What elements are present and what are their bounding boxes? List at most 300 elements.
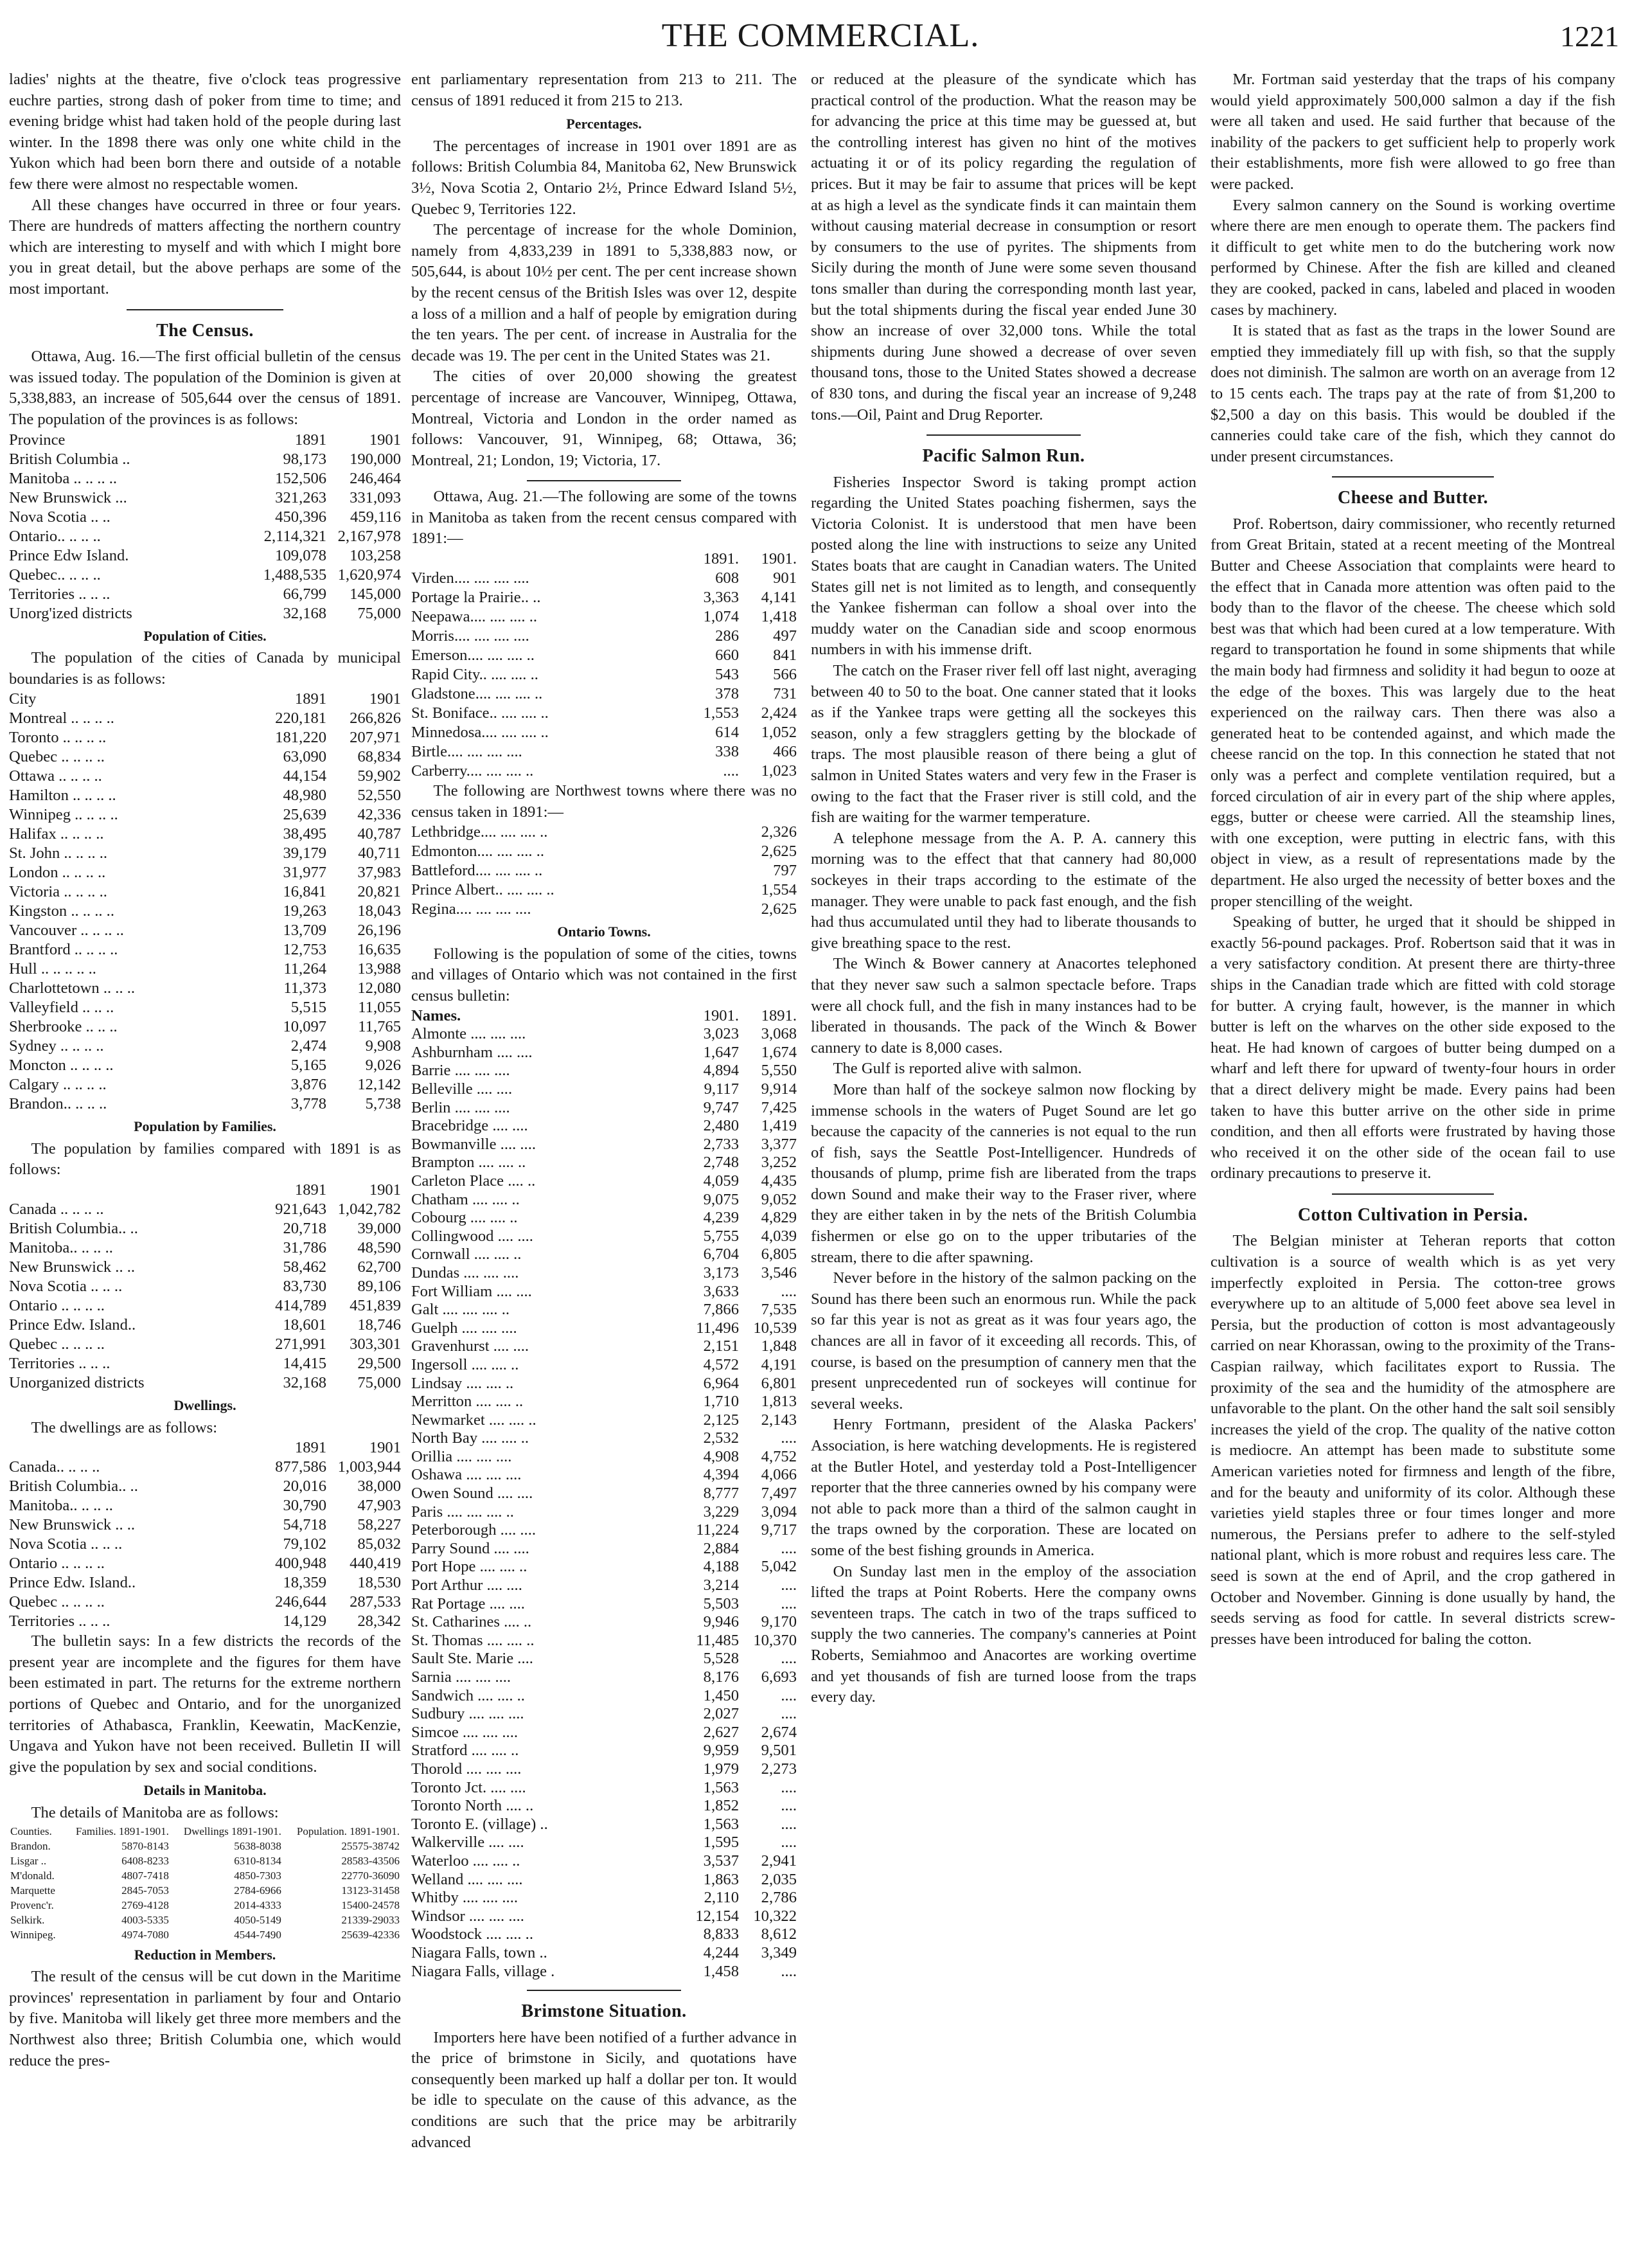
column-2 bbox=[411, 69, 797, 2153]
cell-value: 303,301 bbox=[350, 1335, 401, 1353]
table-row bbox=[9, 1258, 401, 1277]
brimstone-text: Importers here have been notified of a further advance in the price of brimstone in Sicily, and quotations have consequently been marked up half a dollar per ton. It would be idle to speculate on the cause of this advance, as the conditions are such that the price may be arbitrarily advanced bbox=[411, 2028, 797, 2151]
table-row bbox=[9, 1200, 401, 1219]
row-label: Hamilton .. .. .. .. bbox=[9, 787, 116, 805]
cell-value: 26,196 bbox=[357, 922, 401, 940]
table-row bbox=[411, 1558, 797, 1576]
table-row bbox=[411, 1429, 797, 1448]
cell-value: .... bbox=[781, 1797, 797, 1815]
row-label: Manitoba.. .. .. .. bbox=[9, 1239, 113, 1257]
table-row bbox=[9, 728, 401, 747]
row-label: Nova Scotia .. .. bbox=[9, 508, 111, 526]
cell-value: 338 bbox=[715, 743, 739, 761]
cell-value: 18,043 bbox=[357, 902, 401, 920]
cell-value: 8,833 bbox=[703, 1925, 739, 1943]
row-label: Quebec.. .. .. .. bbox=[9, 566, 101, 584]
row-label: Sudbury .... .... .... bbox=[411, 1705, 524, 1723]
row-label: Calgary .. .. .. .. bbox=[9, 1076, 107, 1094]
table-row bbox=[411, 1411, 797, 1430]
row-label: Canada .. .. .. .. bbox=[9, 1201, 104, 1219]
families-intro: The population by families compared with 1891 is as follows: bbox=[9, 1139, 401, 1179]
cell-value: 1,418 bbox=[761, 608, 797, 626]
cell-value: 9,170 bbox=[761, 1613, 797, 1631]
row-label: Brantford .. .. .. .. bbox=[9, 941, 118, 959]
cell-value: 3,094 bbox=[761, 1503, 797, 1521]
cities-table bbox=[9, 690, 401, 1114]
cell-value: 10,370 bbox=[753, 1631, 797, 1649]
row-label: New Brunswick ... bbox=[9, 488, 127, 506]
cell-value: 1,488,535 bbox=[263, 566, 327, 584]
cell-value: 11,055 bbox=[358, 999, 401, 1017]
cell-value: 89,106 bbox=[357, 1278, 401, 1296]
cell-value: 2845-7053 bbox=[121, 1884, 169, 1897]
row-label: Victoria .. .. .. .. bbox=[9, 883, 107, 901]
cell-value: 6,801 bbox=[761, 1374, 797, 1392]
table-row bbox=[411, 1521, 797, 1540]
cell-value: 246,464 bbox=[350, 469, 401, 487]
cell-value: 1,595 bbox=[703, 1834, 739, 1852]
cell-value: 2,114,321 bbox=[263, 527, 327, 545]
row-label: Collingwood .... .... bbox=[411, 1227, 533, 1245]
cell-value: 4,572 bbox=[703, 1355, 739, 1373]
row-label: Rat Portage .... .... bbox=[411, 1594, 525, 1612]
row-label: Thorold .... .... .... bbox=[411, 1760, 522, 1778]
cell-value: 4,829 bbox=[761, 1209, 797, 1227]
cell-value: 2,326 bbox=[761, 823, 797, 841]
page-number: 1221 bbox=[1560, 20, 1619, 53]
cell-value: 1,979 bbox=[703, 1760, 739, 1778]
cell-value: 2,151 bbox=[703, 1337, 739, 1355]
row-label: Newmarket .... .... .. bbox=[411, 1411, 537, 1429]
cell-value: 287,533 bbox=[350, 1593, 401, 1611]
cell-value: 266,826 bbox=[350, 710, 401, 728]
cell-value: 2769-4128 bbox=[121, 1898, 169, 1911]
row-label: Fort William .... .... bbox=[411, 1282, 532, 1300]
row-label: Almonte .... .... .... bbox=[411, 1025, 526, 1043]
cell-value: 11,485 bbox=[696, 1631, 739, 1649]
row-label: Emerson.... .... .... .. bbox=[411, 647, 535, 665]
cell-value: 2,625 bbox=[761, 900, 797, 918]
row-label: Barrie .... .... .... bbox=[411, 1062, 510, 1080]
row-label: Brandon.. .. .. .. bbox=[9, 1095, 107, 1113]
row-label: Sandwich .... .... .. bbox=[411, 1686, 525, 1704]
cell-value: 10,097 bbox=[283, 1018, 327, 1036]
cheese-heading: Cheese and Butter. bbox=[1337, 488, 1489, 508]
cell-value: 11,496 bbox=[696, 1319, 739, 1337]
table-row bbox=[9, 1868, 401, 1883]
table-row bbox=[411, 1687, 797, 1706]
row-label: Walkerville .... .... bbox=[411, 1834, 524, 1852]
column-3 bbox=[811, 69, 1196, 1708]
row-label: Charlottetown .. .. .. bbox=[9, 979, 136, 997]
table-row bbox=[9, 488, 401, 508]
row-label: Ottawa .. .. .. .. bbox=[9, 767, 102, 785]
cell-value: 1,563 bbox=[703, 1778, 739, 1796]
cell-value: 13,988 bbox=[357, 960, 401, 978]
cell-value: 14,415 bbox=[283, 1355, 327, 1373]
row-label: Nova Scotia .. .. .. bbox=[9, 1278, 123, 1296]
families-table bbox=[9, 1181, 401, 1393]
provinces-table bbox=[9, 431, 401, 623]
cell-value: 9,747 bbox=[703, 1098, 739, 1116]
column-1 bbox=[9, 69, 401, 2071]
table-row bbox=[9, 1296, 401, 1316]
cell-value: 2,143 bbox=[761, 1411, 797, 1429]
table-row bbox=[411, 1319, 797, 1338]
cell-value: 543 bbox=[715, 666, 739, 684]
cell-value: 2,748 bbox=[703, 1154, 739, 1172]
row-label: Winnipeg .. .. .. .. bbox=[9, 806, 118, 824]
table-row bbox=[411, 684, 797, 704]
cell-value: .... bbox=[781, 1282, 797, 1300]
cell-value: 1,074 bbox=[703, 608, 739, 626]
cell-value: 4,066 bbox=[761, 1466, 797, 1484]
cell-value: 566 bbox=[773, 666, 797, 684]
table-row bbox=[411, 1925, 797, 1944]
cell-value: 5,738 bbox=[365, 1095, 401, 1113]
cell-value: 841 bbox=[773, 647, 797, 665]
row-label: Canada.. .. .. .. bbox=[9, 1458, 100, 1476]
cell-value: 2,884 bbox=[703, 1539, 739, 1557]
row-label: Lindsay .... .... .. bbox=[411, 1374, 514, 1392]
cell-value: 331,093 bbox=[350, 488, 401, 506]
row-label: Kingston .. .. .. .. bbox=[9, 902, 114, 920]
cell-value: 103,258 bbox=[350, 546, 401, 564]
salmon-text-8: Henry Fortmann, president of the Alaska Packers' Association, is here watching developments. He is registered at the Butler Hotel, and yesterday told a Post-Intelligencer reporter that the three canneries owned by his company were not able to pack more than a third of the salmon caught in the traps owned by the corporation. These are located on some of the best fishing grounds in America. bbox=[811, 1416, 1196, 1559]
cell-value: 14,129 bbox=[283, 1612, 327, 1630]
table-header-row: 1891. 1901. bbox=[703, 550, 797, 568]
cell-value: 37,983 bbox=[357, 864, 401, 882]
row-label: Territories .. .. .. bbox=[9, 1612, 111, 1630]
cell-value: 1,710 bbox=[703, 1393, 739, 1411]
row-label: Brandon. bbox=[10, 1839, 51, 1852]
table-row bbox=[411, 762, 797, 781]
northwest-towns-table bbox=[411, 823, 797, 919]
row-label: Neepawa.... .... .... .. bbox=[411, 608, 538, 626]
table-row bbox=[411, 1301, 797, 1319]
row-label: Cobourg .... .... .. bbox=[411, 1209, 518, 1227]
table-row bbox=[9, 1354, 401, 1373]
cell-value: 58,462 bbox=[283, 1258, 327, 1276]
row-label: Selkirk. bbox=[10, 1913, 45, 1926]
row-label: Carleton Place .... .. bbox=[411, 1172, 536, 1190]
cell-value: 52,550 bbox=[357, 787, 401, 805]
cell-value: 3,068 bbox=[761, 1025, 797, 1043]
row-label: Birtle.... .... .... .... bbox=[411, 743, 522, 761]
table-row bbox=[9, 469, 401, 488]
cell-value: 7,425 bbox=[761, 1098, 797, 1116]
cell-value: 83,730 bbox=[283, 1278, 327, 1296]
percentages-text-2: The percentage of increase for the whole Dominion, namely from 4,833,239 in 1891 to 5,338,883 now, or 505,644, is about 10½ per cent. The per cent increase shown by the recent census of the British Isles was over 12, despite a loss of a million and a half of people by emigration during the ten years. The per cent. of increase in Australia for the decade was 19. The per cent in the United States was 21. bbox=[411, 221, 797, 364]
census-heading: The Census. bbox=[156, 320, 254, 341]
cell-value: 4,141 bbox=[761, 589, 797, 607]
table-header-row: Names. 1901. 1891. bbox=[411, 1006, 797, 1024]
cell-value: 286 bbox=[715, 627, 739, 645]
cell-value: 40,787 bbox=[357, 825, 401, 843]
cell-value: 12,080 bbox=[357, 979, 401, 997]
cell-value: 59,902 bbox=[357, 767, 401, 785]
cell-value: 466 bbox=[773, 743, 797, 761]
brimstone-heading: Brimstone Situation. bbox=[521, 2001, 687, 2022]
table-row bbox=[411, 1540, 797, 1558]
cell-value: 7,866 bbox=[703, 1301, 739, 1319]
table-row bbox=[9, 1219, 401, 1238]
row-label: Peterborough .... .... bbox=[411, 1521, 536, 1539]
row-label: New Brunswick .. .. bbox=[9, 1516, 136, 1534]
cell-value: 38,495 bbox=[283, 825, 327, 843]
cell-value: 9,914 bbox=[761, 1080, 797, 1098]
cell-value: 4,394 bbox=[703, 1466, 739, 1484]
cell-value: 2,941 bbox=[761, 1852, 797, 1870]
cell-value: 1,003,944 bbox=[337, 1458, 401, 1476]
reduction-text: The result of the census will be cut down in the Maritime provinces' representation in parliament by four and Ontario by five. Manitoba will likely get three more members and the Northwest also three; British Columbia one, which would reduce the pres- bbox=[9, 1968, 401, 2069]
table-row bbox=[9, 747, 401, 767]
cell-value: 1,813 bbox=[761, 1393, 797, 1411]
cell-value: 25,639 bbox=[283, 806, 327, 824]
cell-value: 11,224 bbox=[696, 1521, 739, 1539]
cell-value: 450,396 bbox=[275, 508, 327, 526]
table-row bbox=[411, 1080, 797, 1099]
table-row bbox=[411, 1852, 797, 1871]
cell-value: 2,674 bbox=[761, 1723, 797, 1741]
row-label: Brampton .... .... .. bbox=[411, 1154, 526, 1172]
cell-value: 68,834 bbox=[357, 748, 401, 766]
cell-value: 75,000 bbox=[357, 604, 401, 622]
ontario-towns-intro: Following is the population of some of the cities, towns and villages of Ontario which was not contained in the first census bulletin: bbox=[411, 945, 797, 1005]
cell-value: 1,620,974 bbox=[337, 566, 401, 584]
table-row bbox=[411, 1760, 797, 1779]
cell-value: 145,000 bbox=[350, 585, 401, 603]
row-label: Toronto E. (village) .. bbox=[411, 1815, 548, 1833]
cell-value: .... bbox=[781, 1650, 797, 1668]
cell-value: 3,537 bbox=[703, 1852, 739, 1870]
table-row bbox=[9, 882, 401, 902]
cell-value: 4,188 bbox=[703, 1558, 739, 1576]
table-row bbox=[9, 1075, 401, 1094]
cell-value: 608 bbox=[715, 569, 739, 587]
table-row bbox=[9, 546, 401, 566]
yukon-text: ladies' nights at the theatre, five o'clock teas progressive euchre parties, strong dash of poker from time to time; and evening bridge whist had taken hold of the people during last winter. In the 1898 there was only one white child in the Yukon which had been born there and outside of a notable few there were almost no respectable women. bbox=[9, 71, 401, 193]
table-row bbox=[411, 1154, 797, 1172]
table-row bbox=[411, 569, 797, 588]
table-row bbox=[411, 1668, 797, 1687]
cell-value: 12,753 bbox=[283, 941, 327, 959]
table-row bbox=[9, 585, 401, 604]
row-label: Nova Scotia .. .. .. bbox=[9, 1535, 123, 1553]
cell-value: 66,799 bbox=[283, 585, 327, 603]
table-row bbox=[411, 1209, 797, 1228]
cell-value: .... bbox=[781, 1429, 797, 1447]
cell-value: 4,039 bbox=[761, 1227, 797, 1245]
cell-value: 10,539 bbox=[753, 1319, 797, 1337]
cheese-text-1: Prof. Robertson, dairy commissioner, who recently returned from Great Britain, stated at a recent meeting of the Montreal Butter and Cheese Association that complaints were heard to the effect that in Canada more attention was often paid to the body than to the flavor of the cheese. The cheese which sold best was that which had been cured at a low temperature. With regard to transportation he found in some shipments that while the main body had firmness and solidity it had begun to ooze at the edge of the boxes. This was largely due to the heat experienced on the railway cars. Then there was also a generated heat to be contended against, and which made the cheese rancid on the top. In this connection he stated that not only was a perfect and complete ventilation required, but a forced circulation of air in every part of the ship where apples, eggs, butter or cheese were carried. All the steamship lines, with one exception, were putting in electric fans, with this object in view, as a result of representations made by the department. He also urged the necessity of better boxes and the proper stencilling of the weight. bbox=[1211, 515, 1615, 910]
row-label: Waterloo .... .... .. bbox=[411, 1852, 520, 1870]
cell-value: 4,752 bbox=[761, 1447, 797, 1465]
table-header-row: 1891 1901 bbox=[294, 1439, 401, 1457]
salmon-continued-3: It is stated that as fast as the traps in the lower Sound are emptied they immediately fill up with fish, so that the supply does not diminish. The salmon are worth on an average from 12 to 15 cents each. The traps pay at the rate of from $1,200 to $2,500 a day on this basis. This would be doubled if the canneries could take care of the fish, which they cannot do under present circumstances. bbox=[1211, 322, 1615, 465]
divider bbox=[1332, 476, 1494, 478]
row-label: Ashburnham .... .... bbox=[411, 1043, 533, 1061]
cell-value: 12,154 bbox=[695, 1907, 739, 1925]
salmon-text-7: Never before in the history of the salmon packing on the Sound has there been such an enormous run. While the pack so far this year is not as great as it was four years ago, the chances are all in favor of it exceeding all records. This, of course, is based on the presumption of cannery men that the present unprecedented run of sockeyes will continue for several weeks. bbox=[811, 1269, 1196, 1413]
table-row bbox=[411, 742, 797, 762]
row-label: Prince Edw Island. bbox=[9, 546, 129, 564]
row-label: Marquette bbox=[10, 1884, 55, 1897]
row-label: Niagara Falls, town .. bbox=[411, 1943, 547, 1961]
cell-value: 18,530 bbox=[357, 1574, 401, 1592]
table-row bbox=[411, 1025, 797, 1044]
table-row bbox=[9, 1913, 401, 1927]
cell-value: 4,191 bbox=[761, 1355, 797, 1373]
table-row bbox=[9, 1839, 401, 1853]
table-row bbox=[411, 646, 797, 665]
row-label: Galt .... .... .... .. bbox=[411, 1301, 510, 1319]
cell-value: 18,601 bbox=[283, 1316, 327, 1334]
cell-value: 3,377 bbox=[761, 1135, 797, 1153]
cell-value: 1,554 bbox=[761, 881, 797, 899]
cell-value: 9,946 bbox=[703, 1613, 739, 1631]
row-label: Cornwall .... .... .. bbox=[411, 1246, 522, 1263]
cell-value: 1,852 bbox=[703, 1797, 739, 1815]
cell-value: 2,733 bbox=[703, 1135, 739, 1153]
cell-value: 731 bbox=[773, 685, 797, 703]
cell-value: 1,023 bbox=[761, 762, 797, 780]
cell-value: 321,263 bbox=[275, 488, 327, 506]
row-label: Welland .... .... .... bbox=[411, 1870, 523, 1888]
dwellings-intro: The dwellings are as follows: bbox=[31, 1418, 218, 1436]
salmon-text-6: More than half of the sockeye salmon now flocking by immense schools in the waters of Puget Sound are let go because the capacity of the canneries is not equal to the run of fish, says the Seattle Post-Intelligencer. Hundreds of thousands of plump, prime fish are liberated from the traps down Sound and make their way to the Fraser river, where they are either taken in by the nets of the British Columbia fishermen or else go on to the upper tributaries of the stream, there to die after spawning. bbox=[811, 1080, 1196, 1266]
cell-value: 400,948 bbox=[275, 1555, 327, 1573]
row-label: Oshawa .... .... .... bbox=[411, 1466, 522, 1484]
cell-value: 4,244 bbox=[703, 1943, 739, 1961]
row-label: Virden.... .... .... .... bbox=[411, 569, 529, 587]
manitoba-towns-table bbox=[411, 549, 797, 781]
cell-value: 8,612 bbox=[761, 1925, 797, 1943]
cell-value: 9,908 bbox=[365, 1037, 401, 1055]
cell-value: .... bbox=[781, 1962, 797, 1980]
table-row bbox=[9, 1593, 401, 1612]
cell-value: 109,078 bbox=[275, 546, 327, 564]
table-row bbox=[9, 1898, 401, 1913]
table-row bbox=[9, 825, 401, 844]
cell-value: 152,506 bbox=[275, 469, 327, 487]
table-row bbox=[411, 823, 797, 842]
table-row bbox=[9, 1238, 401, 1258]
table-row bbox=[411, 1944, 797, 1963]
cell-value: 4,435 bbox=[761, 1172, 797, 1190]
row-label: British Columbia .. bbox=[9, 450, 130, 468]
divider bbox=[1332, 1193, 1494, 1195]
row-label: Valleyfield .. .. .. bbox=[9, 999, 114, 1017]
table-row bbox=[9, 1335, 401, 1354]
salmon-text-4: The Winch & Bower cannery at Anacortes telephoned that they never saw such a salmon spectacle before. Traps were all chock full, and the fish in many instances had to be liberated in thousands. The pack of the Winch & Bower cannery to date is 8,000 cases. bbox=[811, 955, 1196, 1057]
cell-value: 4807-7418 bbox=[121, 1869, 169, 1882]
table-row bbox=[411, 1393, 797, 1411]
table-row bbox=[411, 1907, 797, 1926]
row-label: Orillia .... .... .... bbox=[411, 1447, 512, 1465]
cell-value: 6408-8233 bbox=[121, 1854, 169, 1867]
cell-value: 207,971 bbox=[350, 729, 401, 747]
cell-value: 459,116 bbox=[350, 508, 401, 526]
cell-value: 2,424 bbox=[761, 704, 797, 722]
row-label: Gladstone.... .... .... .. bbox=[411, 685, 543, 703]
table-row bbox=[411, 1117, 797, 1136]
row-label: Minnedosa.... .... .... .. bbox=[411, 724, 549, 742]
cell-value: 497 bbox=[773, 627, 797, 645]
cell-value: 22770-36090 bbox=[341, 1869, 400, 1882]
row-label: Dundas .... .... .... bbox=[411, 1263, 519, 1281]
table-row bbox=[411, 1705, 797, 1724]
row-label: Parry Sound .... .... bbox=[411, 1539, 529, 1557]
table-row bbox=[9, 1612, 401, 1631]
cell-value: 20,718 bbox=[283, 1220, 327, 1238]
cell-value: 6,805 bbox=[761, 1246, 797, 1263]
table-row bbox=[9, 1458, 401, 1477]
cell-value: 39,179 bbox=[283, 844, 327, 862]
row-label: Guelph .... .... .... bbox=[411, 1319, 517, 1337]
table-row bbox=[411, 1485, 797, 1503]
divider bbox=[527, 1990, 681, 1991]
row-label: Whitby .... .... .... bbox=[411, 1889, 518, 1907]
cell-value: 4974-7080 bbox=[121, 1928, 169, 1941]
row-label: Morris.... .... .... .... bbox=[411, 627, 529, 645]
table-row bbox=[9, 786, 401, 805]
cell-value: 2,110 bbox=[704, 1889, 739, 1907]
cell-value: 2784-6966 bbox=[234, 1884, 281, 1897]
cell-value: 32,168 bbox=[283, 604, 327, 622]
cell-value: 44,154 bbox=[283, 767, 327, 785]
table-row bbox=[411, 723, 797, 742]
table-row bbox=[411, 1503, 797, 1522]
cell-value: 6,964 bbox=[703, 1374, 739, 1392]
cell-value: 13123-31458 bbox=[341, 1884, 400, 1897]
table-row bbox=[9, 805, 401, 825]
cell-value: 20,821 bbox=[357, 883, 401, 901]
row-label: Winnipeg. bbox=[10, 1928, 56, 1941]
table-row bbox=[9, 1496, 401, 1515]
row-label: Gravenhurst .... .... bbox=[411, 1337, 529, 1355]
cotton-heading: Cotton Cultivation in Persia. bbox=[1297, 1204, 1529, 1225]
cell-value: 5,165 bbox=[290, 1057, 327, 1075]
manitoba-intro: The details of Manitoba are as follows: bbox=[31, 1804, 279, 1821]
table-row bbox=[411, 1283, 797, 1301]
table-row bbox=[9, 1373, 401, 1393]
table-row bbox=[9, 1037, 401, 1056]
cell-value: 440,419 bbox=[350, 1555, 401, 1573]
cell-value: 18,359 bbox=[283, 1574, 327, 1592]
cell-value: 1,863 bbox=[703, 1870, 739, 1888]
cell-value: 4,059 bbox=[703, 1172, 739, 1190]
table-row bbox=[9, 1535, 401, 1554]
row-label: Ontario .. .. .. .. bbox=[9, 1555, 105, 1573]
cell-value: 2,027 bbox=[703, 1705, 739, 1723]
row-label: Prince Edw. Island.. bbox=[9, 1574, 136, 1592]
cell-value: 220,181 bbox=[275, 710, 327, 728]
row-label: Chatham .... .... .. bbox=[411, 1190, 520, 1208]
table-row bbox=[411, 842, 797, 861]
cell-value: .... bbox=[781, 1705, 797, 1723]
row-label: Regina.... .... .... .... bbox=[411, 900, 531, 918]
row-label: Paris .... .... .... .. bbox=[411, 1503, 514, 1521]
cell-value: 246,644 bbox=[275, 1593, 327, 1611]
cell-value: 3,173 bbox=[703, 1263, 739, 1281]
row-label: Simcoe .... .... .... bbox=[411, 1723, 518, 1741]
cell-value: 614 bbox=[715, 724, 739, 742]
cell-value: 5,515 bbox=[290, 999, 327, 1017]
row-label: Portage la Prairie.. .. bbox=[411, 589, 541, 607]
table-row bbox=[9, 940, 401, 960]
cell-value: 4003-5335 bbox=[121, 1913, 169, 1926]
